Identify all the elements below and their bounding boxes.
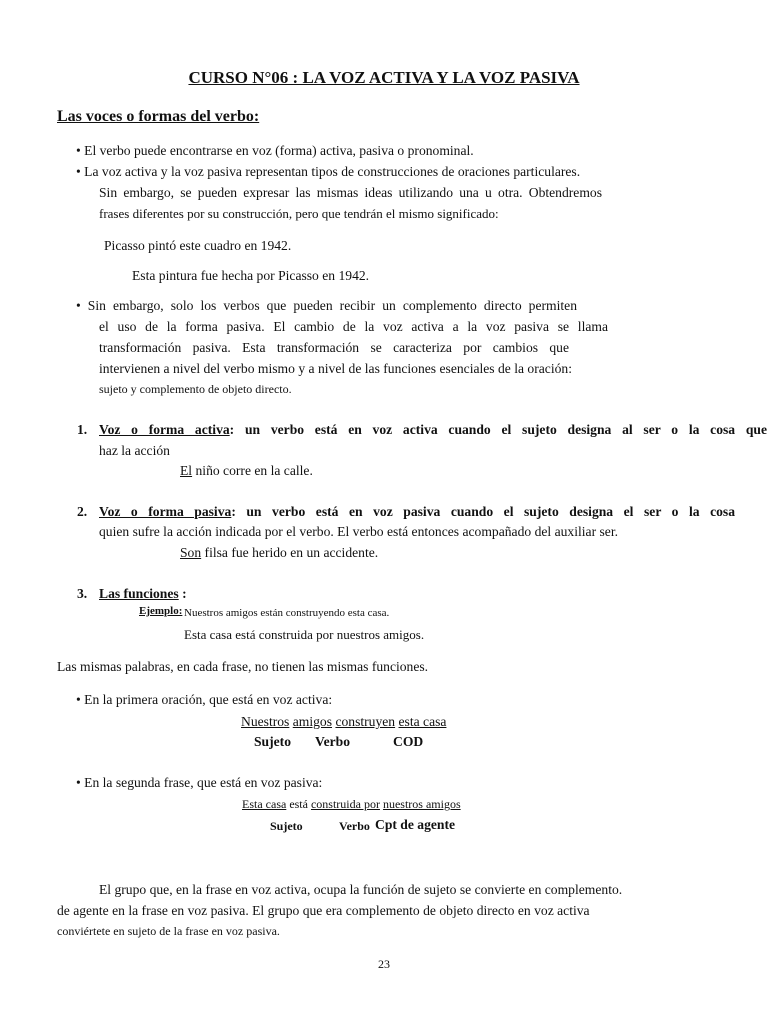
label-agent: Cpt de agente xyxy=(375,817,456,832)
item3-example-active: Nuestros amigos están construyendo esta casa. xyxy=(184,607,390,619)
conclusion-line3: conviértete en sujeto de la frase en voz pasiva. xyxy=(57,924,280,938)
analysis-passive-intro: • En la segunda frase, que está en voz pasiva: xyxy=(76,775,323,790)
label-verb-active: Verbo xyxy=(315,734,350,749)
label-verb-passive: Verbo xyxy=(339,819,370,833)
example-active-sentence: Picasso pintó este cuadro en 1942. xyxy=(104,238,292,253)
item2-definition: Voz o forma pasiva: un verbo está en voz pasiva cuando el sujeto designa el ser o la cosa xyxy=(99,504,736,519)
bullet-passive-rule-line1: • Sin embargo, solo los verbos que pueden recibir un complemento directo permiten xyxy=(76,298,577,313)
bullet-continuation: Sin embargo, se pueden expresar las mismas ideas utilizando una u otra. Obtendremos xyxy=(99,185,602,200)
item1-definition: Voz o forma activa: un verbo está en voz activa cuando el sujeto designa al ser o la cosa que xyxy=(99,422,767,437)
bullet-passive-rule-line4: intervienen a nivel del verbo mismo y a nivel de las funciones esenciales de la oración: xyxy=(99,361,572,376)
item3-example-passive: Esta casa está construida por nuestros amigos. xyxy=(184,627,425,642)
bullet-passive-rule-line3: transformación pasiva. Esta transformación se caracteriza por cambios que xyxy=(99,340,569,355)
item3-term: Las funciones xyxy=(99,586,179,601)
item-number-2: 2. xyxy=(77,504,88,519)
ejemplo-label: Ejemplo: xyxy=(139,605,183,617)
bullet-verb-voices: • El verbo puede encontrarse en voz (forma) activa, pasiva o pronominal. xyxy=(76,143,474,158)
item2-example: Son filsa fue herido en un accidente. xyxy=(180,545,379,560)
analysis-active-sentence: Nuestros amigos construyen esta casa xyxy=(241,714,447,729)
bullet-passive-rule-line2: el uso de la forma pasiva. El cambio de la voz activa a la voz pasiva se llama xyxy=(99,319,608,334)
bullet-continuation-2: frases diferentes por su construcción, pero que tendrán el mismo significado: xyxy=(99,206,499,221)
section-heading: Las voces o formas del verbo: xyxy=(57,108,260,125)
page-number: 23 xyxy=(378,957,390,971)
label-subject-passive: Sujeto xyxy=(270,819,303,833)
item3-heading: Las funciones : xyxy=(99,586,187,601)
conclusion-line1: El grupo que, en la frase en voz activa, ocupa la función de sujeto se convierte en complemento. xyxy=(99,882,623,897)
example-passive-sentence: Esta pintura fue hecha por Picasso en 1942. xyxy=(132,268,370,283)
bullet-passive-rule-line5: sujeto y complemento de objeto directo. xyxy=(99,382,292,396)
bullet-active-passive: • La voz activa y la voz pasiva representan tipos de construcciones de oraciones particulares. xyxy=(76,164,581,179)
label-cod: COD xyxy=(393,734,424,749)
conclusion-line2: de agente en la frase en voz pasiva. El grupo que era complemento de objeto directo en voz activa xyxy=(57,903,590,918)
page-title: CURSO N°06 : LA VOZ ACTIVA Y LA VOZ PASIVA xyxy=(188,68,580,87)
analysis-passive-sentence: Esta casa está construida por nuestros amigos xyxy=(242,797,461,811)
item1-term: Voz o forma activa xyxy=(99,422,230,437)
item1-example: El niño corre en la calle. xyxy=(180,463,313,478)
analysis-active-intro: • En la primera oración, que está en voz activa: xyxy=(76,692,333,707)
item2-term: Voz o forma pasiva xyxy=(99,504,232,519)
functions-note: Las mismas palabras, en cada frase, no tienen las mismas funciones. xyxy=(57,659,429,674)
item-number-3: 3. xyxy=(77,586,88,601)
item-number-1: 1. xyxy=(77,422,88,437)
item2-continuation: quien sufre la acción indicada por el verbo. El verbo está entonces acompañado del auxiliar ser. xyxy=(99,524,618,539)
label-subject-active: Sujeto xyxy=(254,734,292,749)
item1-continuation: haz la acción xyxy=(99,443,170,458)
